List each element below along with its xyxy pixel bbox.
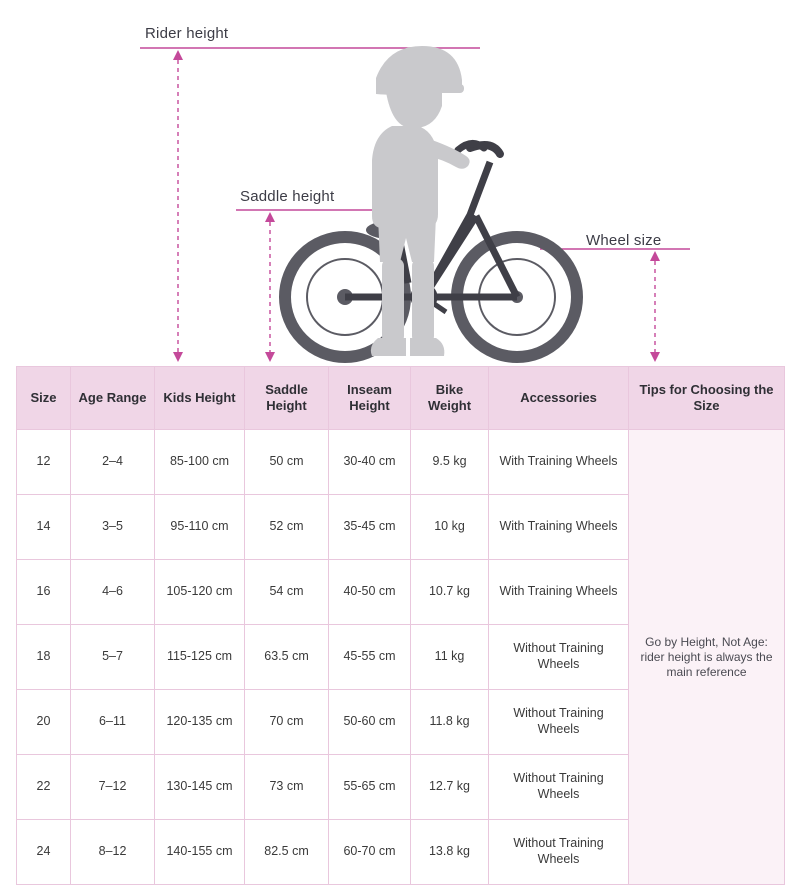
cell-tips: Go by Height, Not Age: rider height is always the main reference xyxy=(629,430,785,885)
header-kids-height: Kids Height xyxy=(155,367,245,430)
cell-saddle-height: 52 cm xyxy=(245,495,329,560)
cell-size: 22 xyxy=(17,755,71,820)
cell-weight: 11 kg xyxy=(411,625,489,690)
cell-weight: 10 kg xyxy=(411,495,489,560)
cell-age: 2–4 xyxy=(71,430,155,495)
cell-weight: 10.7 kg xyxy=(411,560,489,625)
cell-inseam: 50-60 cm xyxy=(329,690,411,755)
cell-accessories: With Training Wheels xyxy=(489,495,629,560)
cell-saddle-height: 50 cm xyxy=(245,430,329,495)
cell-inseam: 60-70 cm xyxy=(329,820,411,885)
header-saddle-height: Saddle Height xyxy=(245,367,329,430)
cell-weight: 9.5 kg xyxy=(411,430,489,495)
cell-age: 3–5 xyxy=(71,495,155,560)
cell-age: 5–7 xyxy=(71,625,155,690)
cell-kids-height: 115-125 cm xyxy=(155,625,245,690)
cell-accessories: With Training Wheels xyxy=(489,430,629,495)
cell-kids-height: 130-145 cm xyxy=(155,755,245,820)
size-chart-table xyxy=(16,366,785,885)
table-row xyxy=(17,430,785,495)
cell-size: 16 xyxy=(17,560,71,625)
cell-kids-height: 85-100 cm xyxy=(155,430,245,495)
header-accessories: Accessories xyxy=(489,367,629,430)
bike-fit-illustration xyxy=(0,0,800,366)
cell-saddle-height: 70 cm xyxy=(245,690,329,755)
header-age-range: Age Range xyxy=(71,367,155,430)
cell-inseam: 35-45 cm xyxy=(329,495,411,560)
cell-age: 6–11 xyxy=(71,690,155,755)
saddle-height-label: Saddle height xyxy=(240,188,335,205)
header-size: Size xyxy=(17,367,71,430)
cell-accessories: With Training Wheels xyxy=(489,560,629,625)
cell-saddle-height: 63.5 cm xyxy=(245,625,329,690)
header-tips: Tips for Choosing the Size xyxy=(629,367,785,430)
cell-saddle-height: 82.5 cm xyxy=(245,820,329,885)
saddle-arrow-up xyxy=(265,212,275,222)
cell-kids-height: 95-110 cm xyxy=(155,495,245,560)
saddle-arrow-down xyxy=(265,352,275,362)
cell-weight: 11.8 kg xyxy=(411,690,489,755)
cell-inseam: 30-40 cm xyxy=(329,430,411,495)
rider-height-label: Rider height xyxy=(145,25,229,42)
cell-kids-height: 120-135 cm xyxy=(155,690,245,755)
rider-arrow-up xyxy=(173,50,183,60)
cell-kids-height: 140-155 cm xyxy=(155,820,245,885)
cell-saddle-height: 54 cm xyxy=(245,560,329,625)
cell-inseam: 40-50 cm xyxy=(329,560,411,625)
cell-saddle-height: 73 cm xyxy=(245,755,329,820)
cell-accessories: Without Training Wheels xyxy=(489,820,629,885)
header-bike-weight: Bike Weight xyxy=(411,367,489,430)
cell-size: 18 xyxy=(17,625,71,690)
cell-inseam: 55-65 cm xyxy=(329,755,411,820)
cell-weight: 13.8 kg xyxy=(411,820,489,885)
table-header-row xyxy=(17,367,785,430)
cell-age: 4–6 xyxy=(71,560,155,625)
cell-size: 24 xyxy=(17,820,71,885)
cell-accessories: Without Training Wheels xyxy=(489,755,629,820)
cell-size: 20 xyxy=(17,690,71,755)
wheel-arrow-up xyxy=(650,251,660,261)
cell-age: 7–12 xyxy=(71,755,155,820)
cell-weight: 12.7 kg xyxy=(411,755,489,820)
cell-size: 14 xyxy=(17,495,71,560)
wheel-arrow-down xyxy=(650,352,660,362)
cell-accessories: Without Training Wheels xyxy=(489,625,629,690)
cell-accessories: Without Training Wheels xyxy=(489,690,629,755)
cell-kids-height: 105-120 cm xyxy=(155,560,245,625)
header-inseam-height: Inseam Height xyxy=(329,367,411,430)
rider-arrow-down xyxy=(173,352,183,362)
cell-age: 8–12 xyxy=(71,820,155,885)
cell-inseam: 45-55 cm xyxy=(329,625,411,690)
cell-size: 12 xyxy=(17,430,71,495)
wheel-size-label: Wheel size xyxy=(586,232,662,249)
